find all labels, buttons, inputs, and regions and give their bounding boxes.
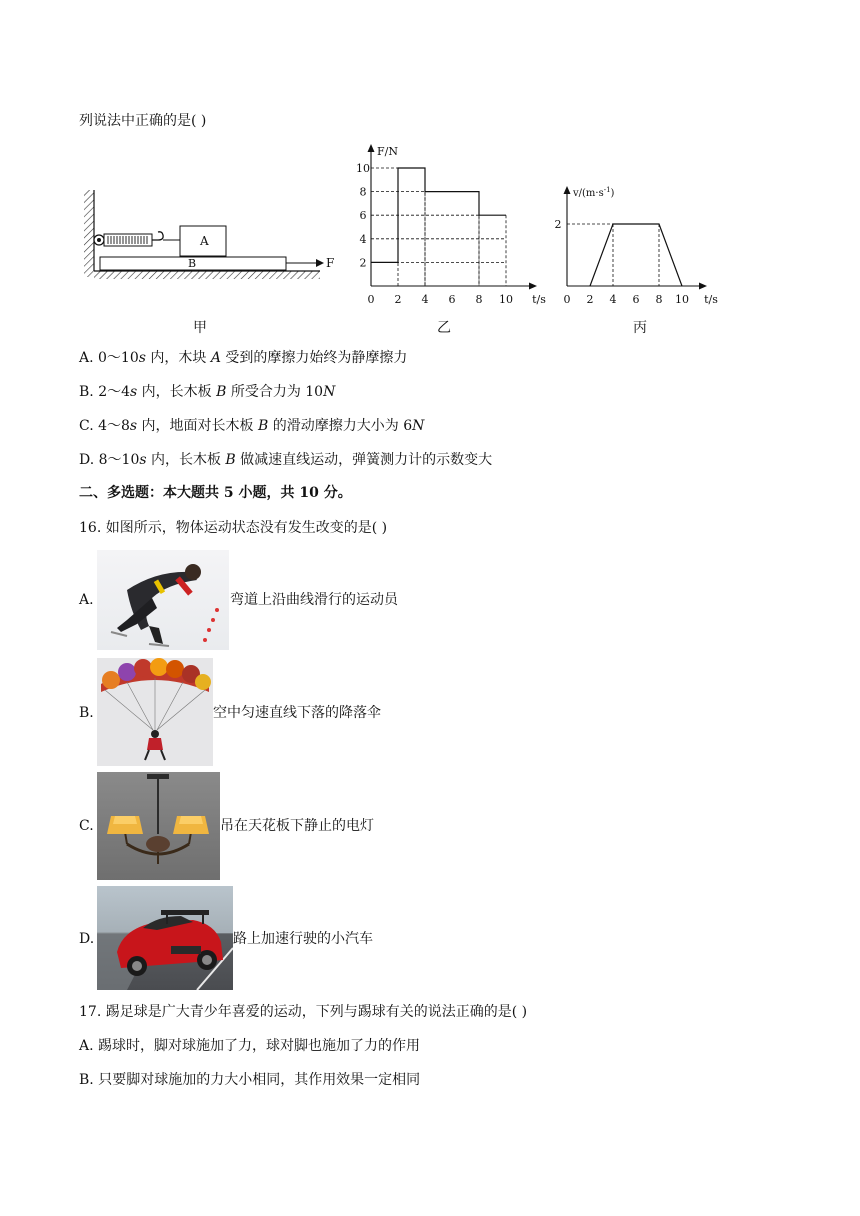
force-label: F <box>326 256 335 270</box>
skater-image <box>97 550 229 650</box>
y-axis-label: $v/(m\cdot s^{-1})$ <box>573 186 615 199</box>
q17-option-a[interactable]: A. 踢球时，脚对球施加了力，球对脚也施加了力的作用 <box>79 1038 421 1054</box>
figure-yi-caption: 乙 <box>437 320 451 336</box>
q16-option-d-text[interactable]: 路上加速行驶的小汽车 <box>233 931 373 947</box>
q16-option-c-text[interactable]: 吊在天花板下静止的电灯 <box>220 818 374 834</box>
x-tick-label-4: 4 <box>609 293 617 306</box>
board-b-label: B <box>188 257 197 270</box>
y-tick-label-2: 2 <box>554 218 562 231</box>
chart-force-time <box>340 140 555 315</box>
q17-option-b[interactable]: B. 只要脚对球施加的力大小相同，其作用效果一定相同 <box>79 1072 421 1088</box>
x-tick-label-0: 0 <box>563 293 571 306</box>
x-tick-label-10: 10 <box>675 293 689 306</box>
x-tick-label-8: 8 <box>655 293 663 306</box>
q15-option-b[interactable]: B. 2～4𝑠 内，长木板 𝐵 所受合力为 10𝑁 <box>79 384 336 400</box>
q15-option-a[interactable]: A. 0～10𝑠 内，木块 𝐴 受到的摩擦力始终为静摩擦力 <box>79 350 408 366</box>
ground-hatch <box>94 271 320 279</box>
q16-option-c-letter[interactable]: C. <box>79 818 94 834</box>
block-a-label: A <box>200 234 209 248</box>
y-tick-label-2: 2 <box>359 256 367 270</box>
x-axis-label: t/s <box>704 293 718 306</box>
y-axis-arrow <box>368 144 375 152</box>
x-tick-label-2: 2 <box>586 293 594 306</box>
x-tick-label-6: 6 <box>448 293 456 306</box>
velocity-series-line <box>590 224 682 286</box>
y-axis-label: F/N <box>377 145 398 158</box>
x-tick-label-10: 10 <box>499 293 513 306</box>
lamp-image <box>97 772 220 880</box>
question-intro: 列说法中正确的是( ) <box>79 113 207 129</box>
x-axis-arrow <box>699 283 707 290</box>
x-tick-label-6: 6 <box>632 293 640 306</box>
x-tick-label-0: 0 <box>367 293 375 306</box>
car-image <box>97 886 233 990</box>
x-axis-arrow <box>529 283 537 290</box>
q16-option-b-letter[interactable]: B. <box>79 705 94 721</box>
q16-stem: 16. 如图所示，物体运动状态没有发生改变的是( ) <box>79 520 388 536</box>
wall-hatch <box>84 190 94 277</box>
figure-jia <box>80 185 350 285</box>
y-tick-label-8: 8 <box>359 185 367 199</box>
x-tick-label-8: 8 <box>475 293 483 306</box>
section-heading: 二、多选题：本大题共 5 小题，共 10 分。 <box>79 485 352 501</box>
q16-option-a-text[interactable]: 弯道上沿曲线滑行的运动员 <box>230 592 398 608</box>
x-axis-label: t/s <box>532 293 546 306</box>
x-tick-label-4: 4 <box>421 293 429 306</box>
chart-velocity-time <box>548 178 724 315</box>
figure-jia-caption: 甲 <box>193 320 207 336</box>
q15-option-d[interactable]: D. 8～10𝑠 内，长木板 𝐵 做减速直线运动，弹簧测力计的示数变大 <box>79 452 493 468</box>
y-tick-label-10: 10 <box>356 162 370 175</box>
y-tick-label-6: 6 <box>359 209 367 223</box>
x-tick-label-2: 2 <box>394 293 402 306</box>
y-tick-label-4: 4 <box>359 232 367 246</box>
q16-option-a-letter[interactable]: A. <box>79 592 94 608</box>
parachute-image <box>97 658 213 766</box>
q17-stem: 17. 踢足球是广大青少年喜爱的运动，下列与踢球有关的说法正确的是( ) <box>79 1004 528 1020</box>
q15-option-c[interactable]: C. 4～8𝑠 内，地面对长木板 𝐵 的滑动摩擦力大小为 6𝑁 <box>79 418 425 434</box>
figure-bing-caption: 丙 <box>633 320 647 336</box>
q16-option-b-text[interactable]: 空中匀速直线下落的降落伞 <box>213 705 381 721</box>
q16-option-d-letter[interactable]: D. <box>79 931 95 947</box>
y-axis-arrow <box>564 186 571 194</box>
